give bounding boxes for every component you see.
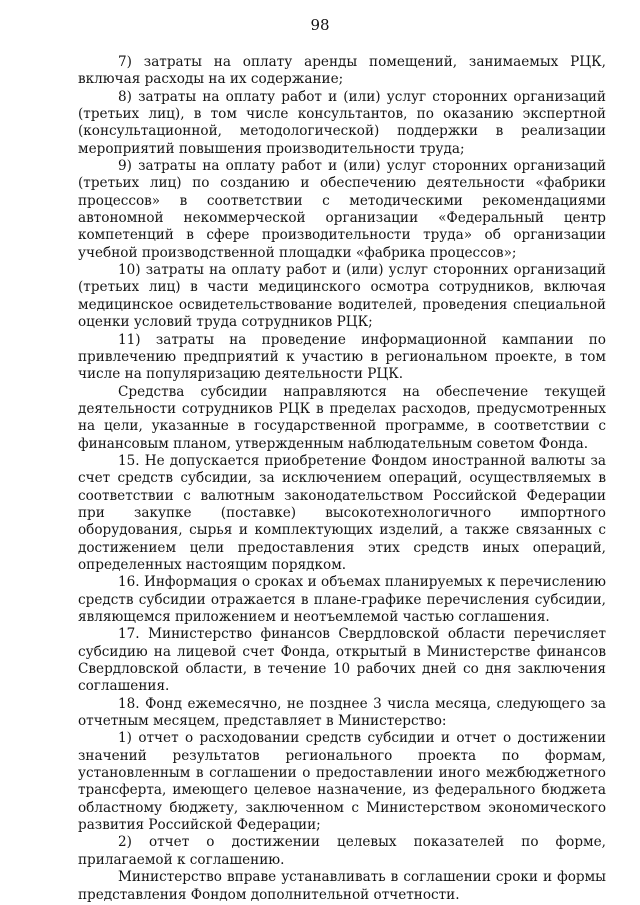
paragraph-item-10: 10) затраты на оплату работ и (или) услуг сторонних организаций (третьих лиц) в части медицинского осмотра сотрудников, включая медицинское освидетельствование водителей, проведения специальной оценки условий труда сотрудников РЦК; bbox=[78, 262, 606, 331]
paragraph-item-9: 9) затраты на оплату работ и (или) услуг сторонних организаций (третьих лиц) по созданию и обеспечению деятельности «фабрики процессов» в соответствии с методическими рекомендациями автономной некоммерческой организации «Федеральный центр компетенций в сфере производительности труда» об организации учебной производственной площадки «фабрика процессов»; bbox=[78, 158, 606, 261]
paragraph-clause-17: 17. Министерство финансов Свердловской области перечисляет субсидию на лицевой счет Фонда, открытый в Министерстве финансов Свердловской области, в течение 10 рабочих дней со дня заключения соглашения. bbox=[78, 626, 606, 695]
paragraph-clause-18: 18. Фонд ежемесячно, не позднее 3 числа месяца, следующего за отчетным месяцем, представляет в Министерство: bbox=[78, 695, 606, 730]
paragraph-clause-16: 16. Информация о сроках и объемах планируемых к перечислению средств субсидии отражается в плане-графике перечисления субсидии, являющемся приложением и неотъемлемой частью соглашения. bbox=[78, 574, 606, 625]
paragraph-clause-15: 15. Не допускается приобретение Фондом иностранной валюты за счет средств субсидии, за исключением операций, осуществляемых в соответствии с валютным законодательством Российской Федерации при закупке (поставке) высокотехнологичного импортного оборудования, сырья и комплектующих изделий, а также связанных с достижением цели предоставления этих средств иных операций, определенных настоящим порядком. bbox=[78, 452, 606, 573]
paragraph-report-1: 1) отчет о расходовании средств субсидии и отчет о достижении значений результатов регионального проекта по формам, установленным в соглашении о предоставлении иного межбюджетного трансферта, имеющего целевое назначение, из федерального бюджета областному бюджету, заключенном с Министерством экономического развития Российской Федерации; bbox=[78, 730, 606, 834]
paragraph-additional-reporting: Министерство вправе устанавливать в соглашении сроки и формы представления Фондом дополнительной отчетности. bbox=[78, 869, 606, 903]
paragraph-subsidy-funds: Средства субсидии направляются на обеспечение текущей деятельности сотрудников РЦК в пределах расходов, предусмотренных на цели, указанные в государственной программе, в соответствии с финансовым планом, утвержденным наблюдательным советом Фонда. bbox=[78, 383, 606, 452]
paragraph-item-11: 11) затраты на проведение информационной кампании по привлечению предприятий к участию в региональном проекте, в том числе на популяризацию деятельности РЦК. bbox=[78, 331, 606, 383]
page-number: 98 bbox=[310, 16, 330, 34]
paragraph-item-8: 8) затраты на оплату работ и (или) услуг сторонних организаций (третьих лиц), в том числе консультантов, по оказанию экспертной (консультационной, методологической) поддержки в реализации мероприятий повышения производительности труда; bbox=[78, 88, 606, 157]
document-body bbox=[78, 54, 606, 904]
paragraph-item-7: 7) затраты на оплату аренды помещений, занимаемых РЦК, включая расходы на их содержание; bbox=[78, 54, 606, 88]
paragraph-report-2: 2) отчет о достижении целевых показателей по форме, прилагаемой к соглашению. bbox=[78, 834, 606, 868]
